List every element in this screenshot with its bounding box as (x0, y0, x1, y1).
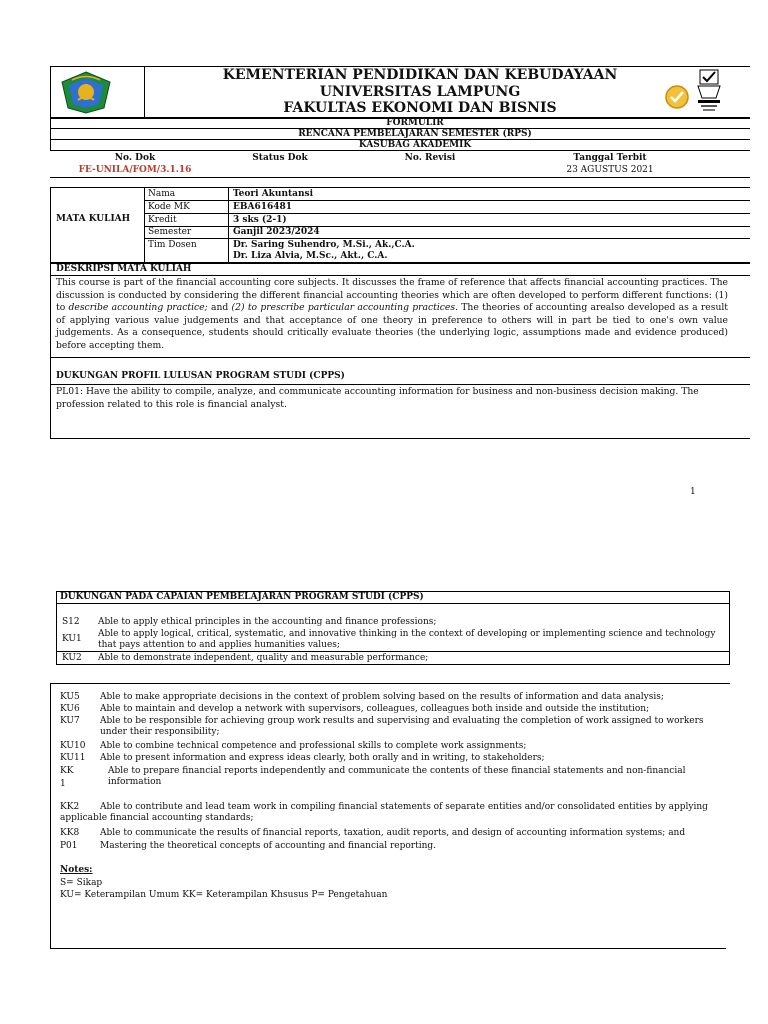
capaian-code: KU1 (62, 634, 82, 644)
capaian-heading: DUKUNGAN PADA CAPAIAN PEMBELAJARAN PROGRAM STUDI (CPPS) (60, 592, 424, 602)
capaian2-code: KU6 (60, 704, 80, 714)
capaian2-text: Able to maintain and develop a network with supervisors, colleagues, colleagues both inside and outside the institution; (100, 704, 650, 714)
capaian-continued-bottom-line (50, 948, 726, 949)
capaian-heading-line (56, 603, 730, 604)
kk1-code: KK (60, 766, 74, 776)
tanggal-terbit-label: Tanggal Terbit (573, 153, 647, 163)
capaian-code: KU2 (62, 653, 82, 663)
mk-key-semester: Semester (148, 227, 192, 237)
kk1-text: Able to prepare financial reports independently and communicate the contents of these financial statements and non-financial information (108, 766, 686, 787)
status-dok-label: Status Dok (252, 153, 308, 163)
deskripsi-heading-line (50, 275, 750, 276)
deskripsi-emphasis: describe accounting practice; (68, 302, 208, 314)
deskripsi-part: and (207, 302, 232, 314)
kk1-code-suffix: 1 (60, 779, 66, 789)
mk-divider-2 (228, 187, 229, 263)
capaian2-code: KU11 (60, 753, 86, 763)
capaian2-text: Able to make appropriate decisions in the context of problem solving based on the results of information and data analysis; (100, 692, 664, 702)
capaian2-text: Able to be responsible for achieving group work results and supervising and evaluating the completion of work assigned to workers under their responsibility; (100, 716, 704, 737)
mk-value-kode: EBA616481 (233, 202, 293, 212)
capaian-text: Able to demonstrate independent, quality and measurable performance; (98, 653, 429, 663)
capaian2-code: KU10 (60, 741, 86, 751)
formulir-label: FORMULIR (386, 118, 444, 128)
no-dok-label: No. Dok (114, 153, 156, 163)
certification-check-icon (664, 84, 690, 110)
capaian-text: Able to apply logical, critical, systematic, and innovative thinking in the context of developing or implementing science and technology that pays attention to and applies humanities values; (98, 629, 716, 650)
kk8-code: KK8 (60, 828, 80, 838)
cpps-top-line (50, 357, 750, 358)
capaian-text: Able to apply ethical principles in the accounting and finance professions; (98, 617, 437, 627)
cpps-heading: DUKUNGAN PROFIL LULUSAN PROGRAM STUDI (CPPS) (56, 371, 345, 381)
mk-key-kode: Kode MK (148, 202, 190, 212)
mk-value-nama: Teori Akuntansi (233, 189, 314, 199)
mk-key-kredit: Kredit (148, 215, 177, 225)
deskripsi-emphasis: (2) to prescribe particular accounting practices. (231, 302, 459, 314)
mk-value-dosen-1: Dr. Saring Suhendro, M.Si., Ak.,C.A. (233, 240, 415, 250)
capaian-code: S12 (62, 617, 80, 627)
tanggal-terbit-value: 23 AGUSTUS 2021 (566, 165, 654, 175)
cpps-text: PL01: Have the ability to compile, analyze, and communicate accounting information for business and non-business decision making. The profession related to this role is financial analyst. (56, 386, 699, 410)
mk-value-dosen-2: Dr. Liza Alvia, M.Sc., Akt., C.A. (233, 251, 388, 261)
kk8-text: Able to communicate the results of financial reports, taxation, audit reports, and design of accounting information systems; and (100, 828, 686, 838)
deskripsi-heading: DESKRIPSI MATA KULIAH (56, 264, 192, 274)
deskripsi-text (56, 277, 728, 353)
kk2-code: KK2 (60, 802, 80, 812)
mk-divider-1 (144, 187, 145, 263)
notes-line-2: KU= Keterampilan Umum KK= Keterampilan Khsusus P= Pengetahuan (60, 890, 388, 900)
kk2-text (60, 802, 728, 824)
capaian2-code: KU7 (60, 716, 80, 726)
header-faculty: FAKULTAS EKONOMI DAN BISNIS (283, 100, 557, 116)
p01-code: P01 (60, 841, 78, 851)
capaian2-text: Able to combine technical competence and professional skills to complete work assignments; (100, 741, 527, 751)
no-dok-value: FE-UNILA/FOM/3.1.16 (78, 165, 192, 175)
university-logo-icon (58, 70, 114, 114)
doc-info-bottom-line (50, 177, 750, 178)
mk-value-semester: Ganjil 2023/2024 (233, 227, 320, 237)
capaian2-text: Able to present information and express ideas clearly, both orally and in writing, to stakeholders; (100, 753, 545, 763)
page-number: 1 (690, 487, 696, 497)
mk-value-kredit: 3 sks (2-1) (233, 215, 287, 225)
no-revisi-label: No. Revisi (404, 153, 456, 163)
capaian2-code: KU5 (60, 692, 80, 702)
mk-key-nama: Nama (148, 189, 176, 199)
capaian-row-line (56, 651, 730, 652)
notes-title: Notes: (60, 865, 93, 875)
mk-key-tim-dosen: Tim Dosen (148, 240, 197, 250)
deskripsi-part: The theories of accounting arealso developed as a result of applying various value judgements and that acceptance of one theory in preference to others will in part be tied to one's own value judgements. As a consequence, students should critically evaluate theories (the underlying logic, assumptions made and evidence produced) before accepting them. (56, 302, 728, 351)
deskripsi-part: This course is part of the financial accounting core subjects. It discusses the frame of reference that affects financial accounting practices. The discussion is conducted by considering the different financial accounting theories which are often developed to perform different functions: (1) to (56, 277, 728, 314)
mata-kuliah-label: MATA KULIAH (56, 214, 131, 224)
header-ministry: KEMENTERIAN PENDIDIKAN DAN KEBUDAYAAN (222, 67, 618, 83)
cpps-heading-line (50, 384, 750, 385)
kk2-text-content: Able to contribute and lead team work in compiling financial statements of separate entities and/or consolidated entities by applying applicable financial accounting standards; (60, 802, 708, 823)
ukas-accreditation-icon (694, 68, 724, 114)
header-divider (144, 66, 145, 118)
notes-line-1: S= Sikap (60, 878, 103, 888)
header-university: UNIVERSITAS LAMPUNG (319, 84, 521, 100)
p01-text: Mastering the theoretical concepts of accounting and financial reporting. (100, 841, 437, 851)
kasubag-label: KASUBAG AKADEMIK (358, 140, 472, 150)
rps-title: RENCANA PEMBELAJARAN SEMESTER (RPS) (298, 129, 532, 139)
